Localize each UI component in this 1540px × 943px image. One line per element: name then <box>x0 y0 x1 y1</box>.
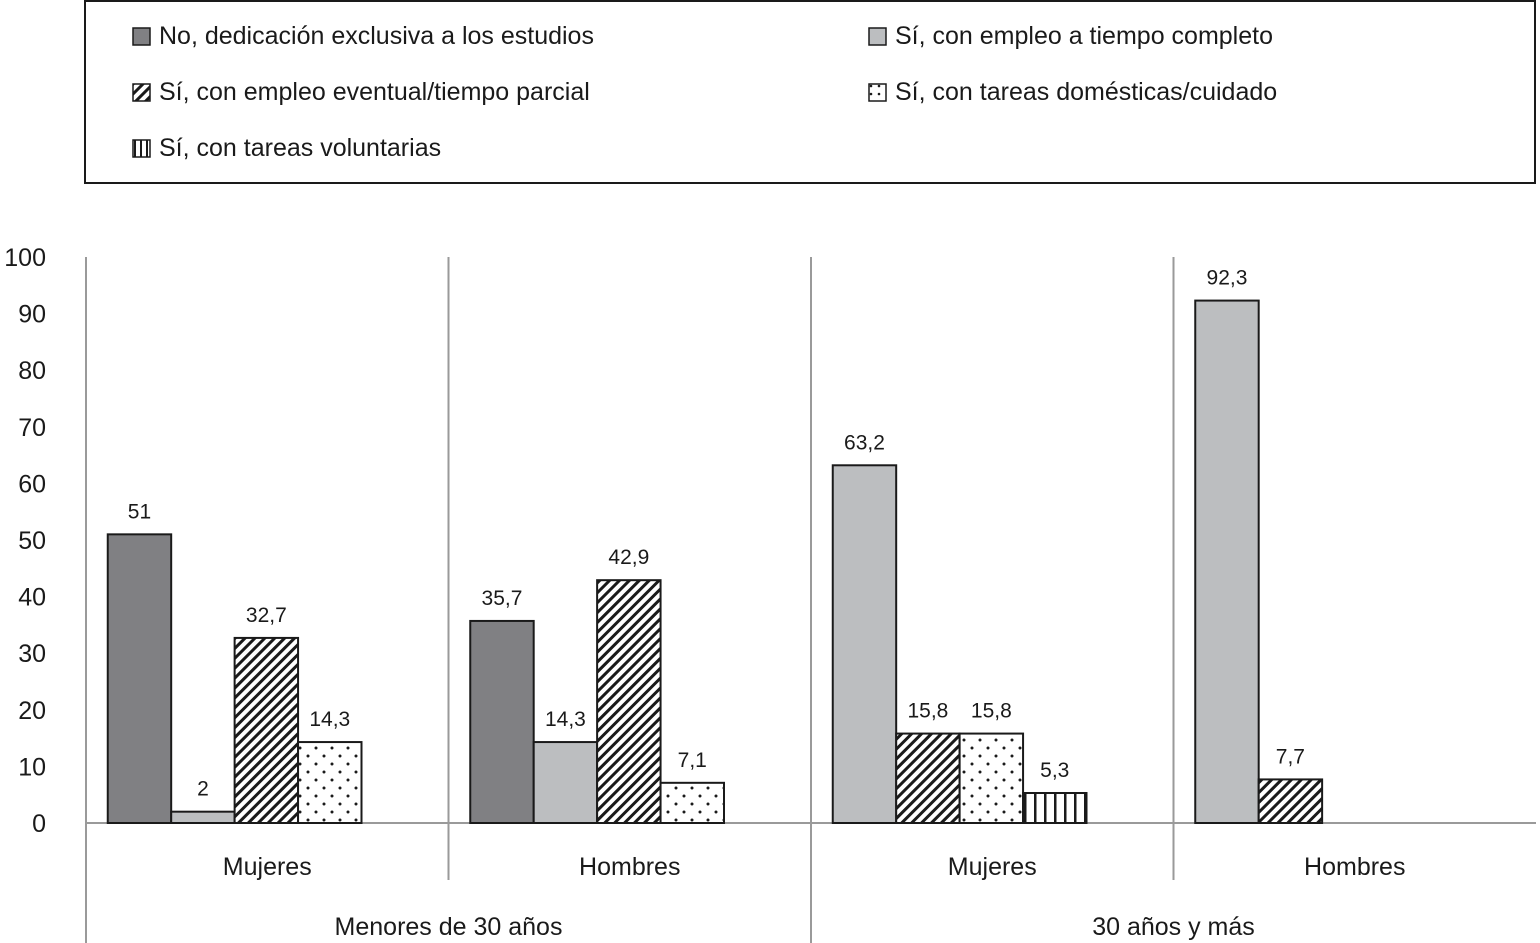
bar <box>1259 779 1322 823</box>
y-tick-label: 60 <box>18 470 46 499</box>
bar <box>597 580 660 823</box>
data-label: 63,2 <box>844 431 885 455</box>
axis-layer <box>4 244 1536 943</box>
legend-label: Sí, con empleo a tiempo completo <box>895 22 1273 50</box>
bar <box>960 734 1023 823</box>
data-label: 92,3 <box>1206 266 1248 290</box>
bar <box>108 534 171 823</box>
bar <box>534 742 597 823</box>
bar <box>171 812 234 823</box>
bar <box>661 783 724 823</box>
data-label: 14,3 <box>309 708 351 732</box>
y-tick-label: 100 <box>4 244 46 272</box>
y-tick-label: 20 <box>18 696 46 725</box>
group-label: 30 años y más <box>1092 913 1255 941</box>
y-tick-label: 30 <box>18 640 46 669</box>
data-label: 2 <box>197 777 209 801</box>
y-tick-label: 90 <box>18 300 46 329</box>
y-tick-label: 70 <box>18 413 46 442</box>
bar <box>833 465 896 823</box>
bars-layer <box>108 301 1322 823</box>
legend-label: Sí, con tareas voluntarias <box>159 134 442 162</box>
y-tick-label: 40 <box>18 583 46 612</box>
data-label: 51 <box>127 500 152 524</box>
data-label: 15,8 <box>970 699 1012 723</box>
data-label: 7,7 <box>1275 745 1306 769</box>
category-label: Mujeres <box>947 853 1037 881</box>
legend-label: No, dedicación exclusiva a los estudios <box>159 22 594 50</box>
legend-label: Sí, con empleo eventual/tiempo parcial <box>159 78 590 106</box>
data-label: 5,3 <box>1040 759 1070 783</box>
data-label: 7,1 <box>677 748 707 772</box>
y-tick-label: 80 <box>18 357 46 386</box>
legend-label: Sí, con tareas domésticas/cuidado <box>895 78 1278 106</box>
bar <box>298 742 361 823</box>
category-label: Mujeres <box>222 853 312 881</box>
data-label: 15,8 <box>907 699 949 723</box>
y-tick-label: 0 <box>32 810 46 838</box>
bar <box>235 638 298 823</box>
y-tick-label: 50 <box>18 527 46 555</box>
data-label: 42,9 <box>608 546 650 570</box>
bar <box>1023 793 1086 823</box>
bar <box>1195 301 1258 823</box>
data-label: 35,7 <box>481 586 523 610</box>
data-label: 32,7 <box>245 603 287 627</box>
category-label: Hombres <box>1304 853 1406 881</box>
data-label: 14,3 <box>544 708 586 732</box>
y-tick-label: 10 <box>18 753 46 782</box>
bar <box>470 621 533 823</box>
category-label: Hombres <box>579 853 681 881</box>
bar <box>896 734 959 823</box>
group-label: Menores de 30 años <box>334 913 563 941</box>
